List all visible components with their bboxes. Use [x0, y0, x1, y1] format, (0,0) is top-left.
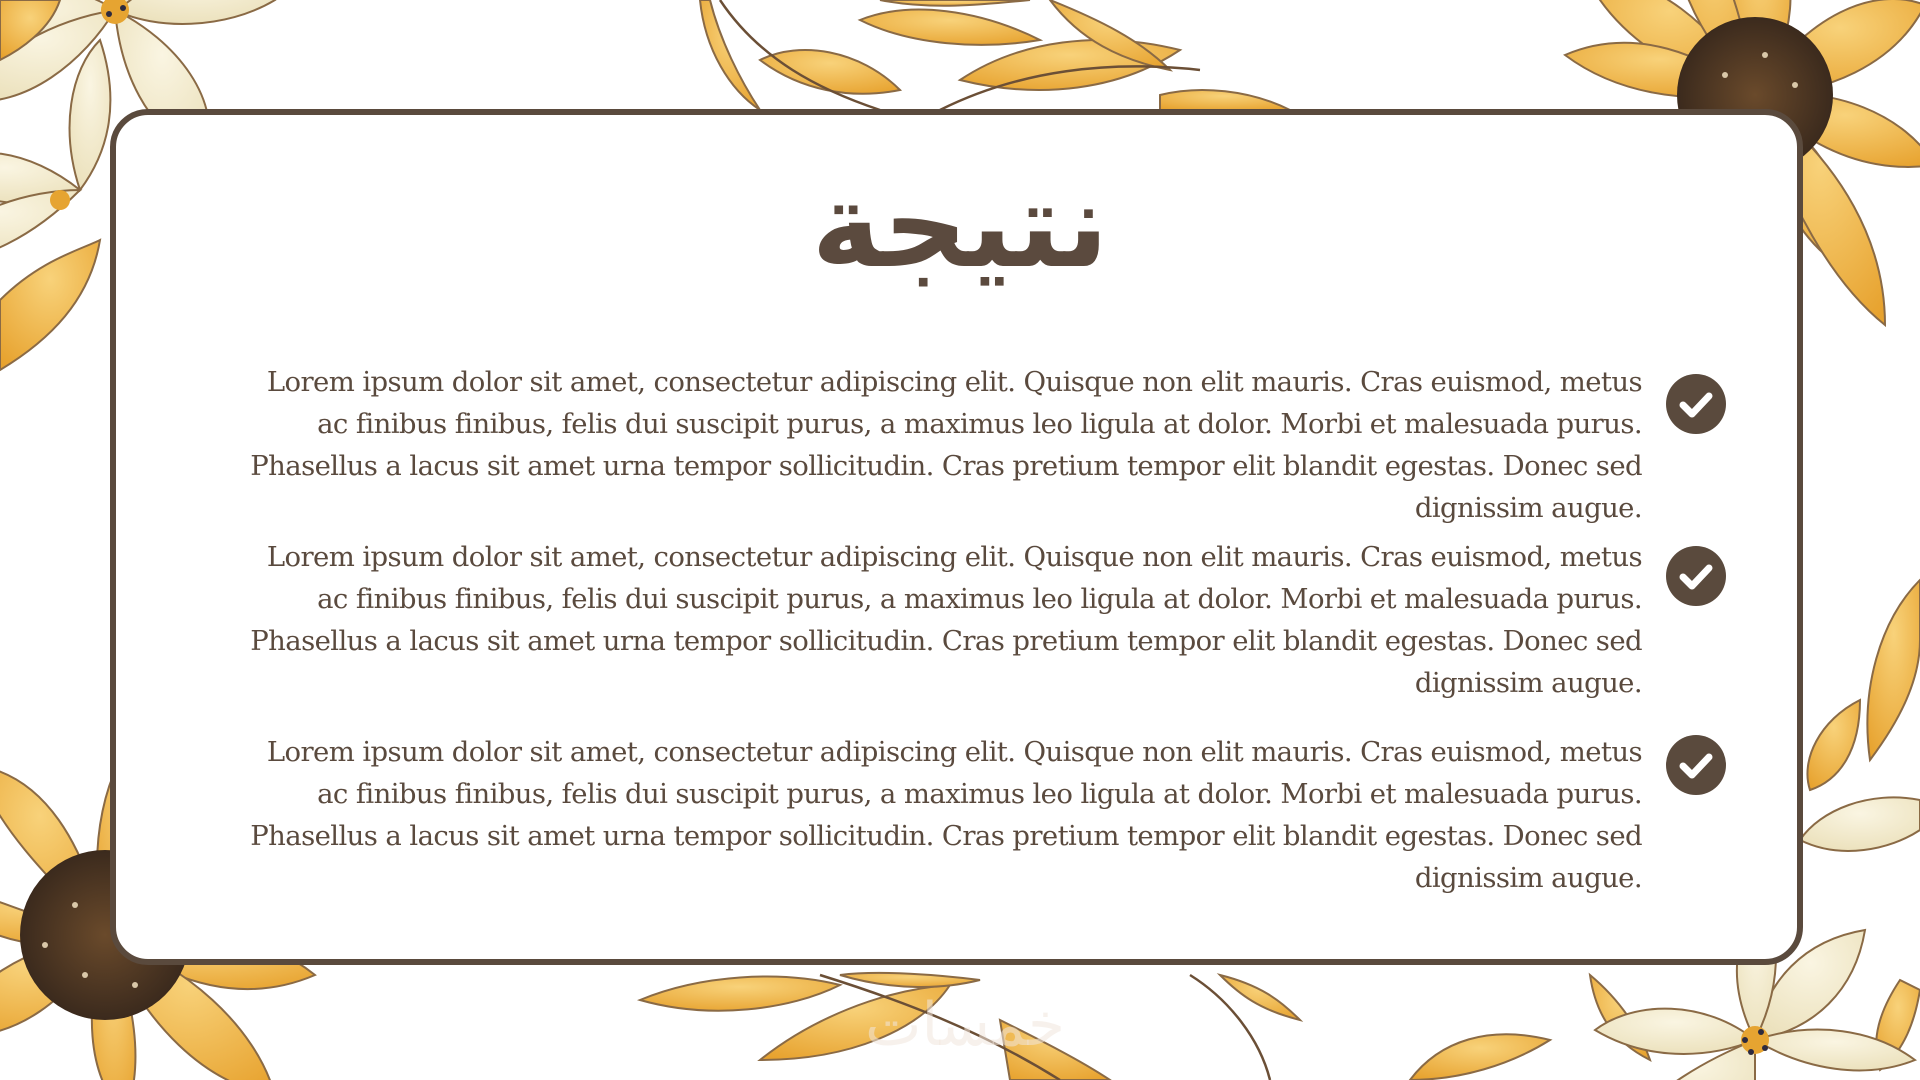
- list-item-text: Lorem ipsum dolor sit amet, consectetur adipiscing elit. Quisque non elit mauris. Cras euismod, metus ac finibus finibus, felis dui suscipit purus, a maximus leo ligula at dolor. Morbi et malesuada purus. Phasellus a lacus sit amet urna tempor sollicitudin. Cras pretium tempor elit blandit egestas. Donec sed dignissim augue.: [250, 541, 1642, 699]
- leaves-top-center: [700, 0, 1290, 110]
- check-circle-icon: [1666, 546, 1726, 606]
- check-circle-icon: [1666, 735, 1726, 795]
- slide-title: نتيجة: [811, 156, 1109, 294]
- list-item-text: Lorem ipsum dolor sit amet, consectetur adipiscing elit. Quisque non elit mauris. Cras euismod, metus ac finibus finibus, felis dui suscipit purus, a maximus leo ligula at dolor. Morbi et malesuada purus. Phasellus a lacus sit amet urna tempor sollicitudin. Cras pretium tempor elit blandit egestas. Donec sed dignissim augue.: [250, 736, 1642, 894]
- cream-flower-right: [1800, 797, 1920, 851]
- check-circle-icon: [1666, 374, 1726, 434]
- leaves-right: [1807, 580, 1920, 790]
- list-item-text: Lorem ipsum dolor sit amet, consectetur adipiscing elit. Quisque non elit mauris. Cras euismod, metus ac finibus finibus, felis dui suscipit purus, a maximus leo ligula at dolor. Morbi et malesuada purus. Phasellus a lacus sit amet urna tempor sollicitudin. Cras pretium tempor elit blandit egestas. Donec sed dignissim augue.: [250, 366, 1642, 524]
- watermark-logo: خمسات: [864, 990, 1066, 1060]
